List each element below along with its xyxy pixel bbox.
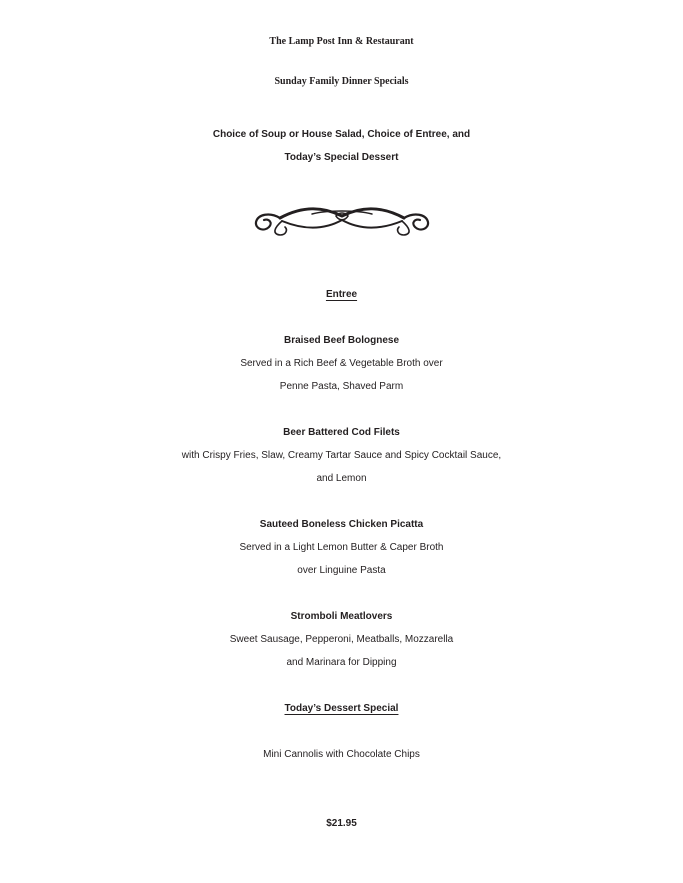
entree-description: Served in a Light Lemon Butter & Caper Broth	[239, 542, 444, 553]
dessert-heading: Today’s Dessert Special	[284, 703, 399, 714]
entree-name: Stromboli Meatlovers	[290, 611, 393, 622]
entree-heading: Entree	[325, 289, 358, 300]
restaurant-name: The Lamp Post Inn & Restaurant	[269, 36, 414, 47]
entree-description: Sweet Sausage, Pepperoni, Meatballs, Mozzarella	[229, 634, 454, 645]
dessert-item: Mini Cannolis with Chocolate Chips	[263, 749, 420, 760]
entree-description: and Marinara for Dipping	[286, 657, 397, 668]
intro-line-2: Today’s Special Dessert	[284, 152, 399, 163]
intro-line-1: Choice of Soup or House Salad, Choice of Entree, and	[212, 129, 471, 140]
entree-name: Braised Beef Bolognese	[283, 335, 400, 346]
entree-name: Beer Battered Cod Filets	[283, 427, 400, 438]
menu-title: Sunday Family Dinner Specials	[274, 76, 409, 87]
entree-description: Served in a Rich Beef & Vegetable Broth over	[240, 358, 443, 369]
flourish-divider-icon	[252, 200, 432, 238]
entree-description: Penne Pasta, Shaved Parm	[279, 381, 404, 392]
entree-description: with Crispy Fries, Slaw, Creamy Tartar Sauce and Spicy Cocktail Sauce,	[181, 450, 502, 461]
price: $21.95	[326, 818, 357, 829]
entree-description: over Linguine Pasta	[297, 565, 386, 576]
entree-description: and Lemon	[316, 473, 367, 484]
entree-name: Sauteed Boneless Chicken Picatta	[259, 519, 424, 530]
